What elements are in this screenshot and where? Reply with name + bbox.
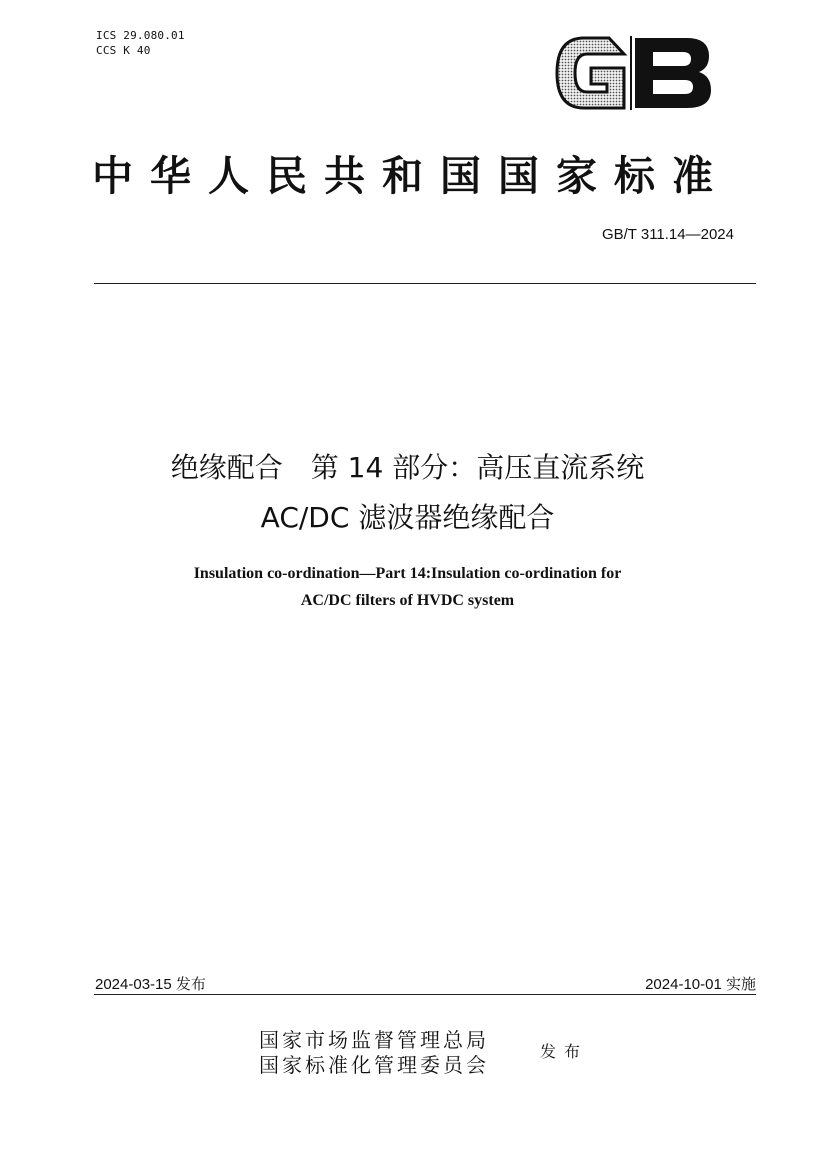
gb-logo	[549, 28, 715, 118]
standard-number: GB/T 311.14—2024	[601, 226, 734, 243]
bottom-divider	[94, 994, 756, 995]
national-standard-title: 中华人民共和国国家标准	[92, 152, 730, 200]
publish-label: 发布	[540, 1042, 589, 1061]
chinese-title-line-2: AC/DC 滤波器绝缘配合	[260, 501, 555, 534]
english-title-line-1: Insulation co-ordination—Part 14:Insulation co-ordination for	[193, 565, 622, 582]
ccs-code: CCS K 40	[96, 44, 151, 57]
ics-code: ICS 29.080.01	[96, 29, 185, 42]
implementation-date: 2024-10-01 实施	[645, 976, 756, 993]
issuer-sac: 国家标准化管理委员会	[259, 1053, 489, 1077]
issuer-samr: 国家市场监督管理总局	[259, 1028, 489, 1052]
top-divider	[94, 283, 756, 284]
english-title-line-2: AC/DC filters of HVDC system	[300, 592, 515, 609]
issue-date: 2024-03-15 发布	[95, 976, 206, 993]
chinese-title-line-1: 绝缘配合 第 14 部分：高压直流系统	[170, 451, 645, 484]
